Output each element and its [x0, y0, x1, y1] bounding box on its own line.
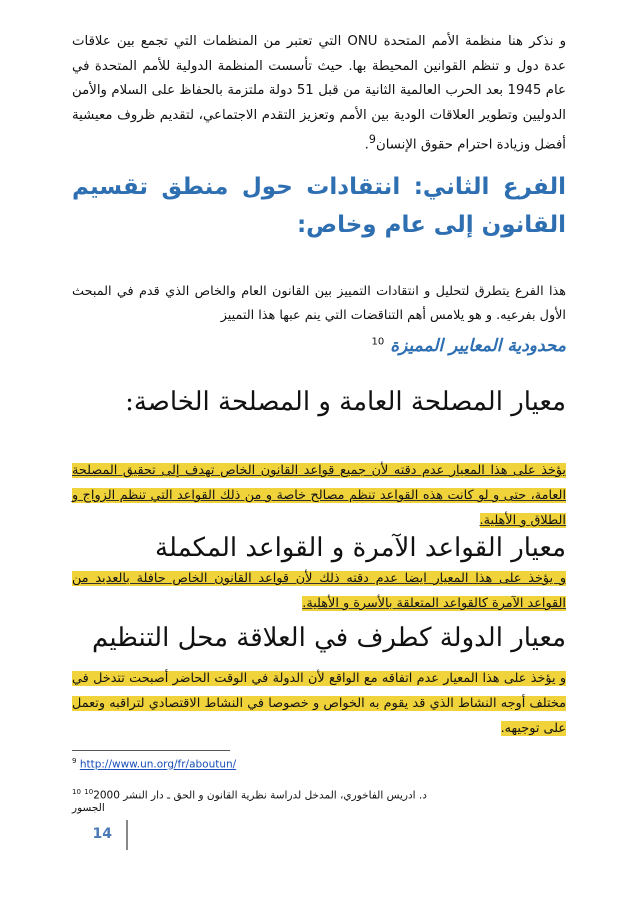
criterion-body — [72, 566, 566, 616]
highlighted-text: يؤخذ على هذا المعيار عدم دقته لأن جميع قواعد القانون الخاص تهدف إلى تحقيق المصلحة العامة، حتى و لو كانت هذه القواعد تنظم مصالح خاصة و من ذلك القواعد التي تنظم الزواج و الطلاق و الأهلية. — [72, 463, 566, 528]
footnote-year-ref: 10 — [84, 788, 94, 796]
page-number: 14 — [92, 826, 112, 842]
intro-text: و نذكر هنا منظمة الأمم المتحدة ONU التي تعتبر من المنظمات التي تجمع بين علاقات عدة دول و تنظم القوانين المحيطة بها. حيث تأسست المنظمة الدولية للأمم المتحدة في عام 1945 بعد الحرب العالمية الثانية من قبل 51 دولة ملتزمة بالحفاظ على السلام والأمن الدوليين وتطوير العلاقات الودية بين الأمم وتعزيز التقدم الاجتماعي، لتقديم ظروف معيشية أفضل وزيادة احترام حقوق الإنسان — [72, 34, 566, 153]
highlighted-text: و يؤخذ على هذا المعيار ايضا عدم دقته ذلك لأن قواعد القانون الخاص حافلة بالعديد من القواعد الآمرة كالقواعد المتعلقة بالأسرة و الأهلية. — [72, 571, 566, 611]
subsection-heading — [72, 336, 566, 356]
page-number-box — [66, 820, 128, 850]
footnote-citation: د. ادريس الفاخوري، المدخل لدراسة نظرية القانون و الحق ـ دار النشر الجسور — [72, 789, 427, 814]
subsection-title: محدودية المعايير المميزة — [390, 336, 566, 356]
footnote-number: 10 — [72, 788, 81, 796]
criterion-title: معيار القواعد الآمرة و القواعد المكملة — [155, 533, 566, 563]
criterion-title: معيار المصلحة العامة و المصلحة الخاصة: — [125, 387, 566, 417]
intro-end: . — [364, 137, 369, 153]
footnote-separator — [72, 750, 230, 751]
footnote-9 — [72, 757, 236, 771]
criterion-body — [72, 666, 566, 741]
footnote-number: 9 — [72, 757, 77, 765]
footnote-link[interactable]: http://www.un.org/fr/aboutun/ — [79, 758, 237, 771]
highlighted-text: و يؤخذ على هذا المعيار عدم اتفاقه مع الواقع لأن الدولة في الوقت الحاضر أصبحت تتدخل في مختلف أوجه النشاط الذي قد يقوم به الخواص و خصوصا في النشاط الاقتصادي لتراقبه وتعمل على توجيهه. — [72, 671, 566, 736]
footnote-10 — [72, 788, 448, 814]
criterion-title: معيار الدولة كطرف في العلاقة محل التنظيم — [92, 623, 566, 653]
footnote-year: 2000 — [93, 789, 120, 802]
section-heading: الفرع الثاني: انتقادات حول منطق تقسيم القانون إلى عام وخاص: — [72, 174, 566, 238]
footnote-ref-10: 10 — [371, 336, 385, 348]
intro-paragraph — [72, 30, 566, 158]
criterion-body — [72, 458, 566, 533]
section-body: هذا الفرع يتطرق لتحليل و انتقادات التمييز بين القانون العام والخاص الذي قدم في المبحث الأول بفرعيه. و هو يلامس أهم التناقضات التي ينم عبها هذا التمييز — [72, 284, 566, 323]
footnote-ref-9: 9 — [368, 133, 376, 146]
